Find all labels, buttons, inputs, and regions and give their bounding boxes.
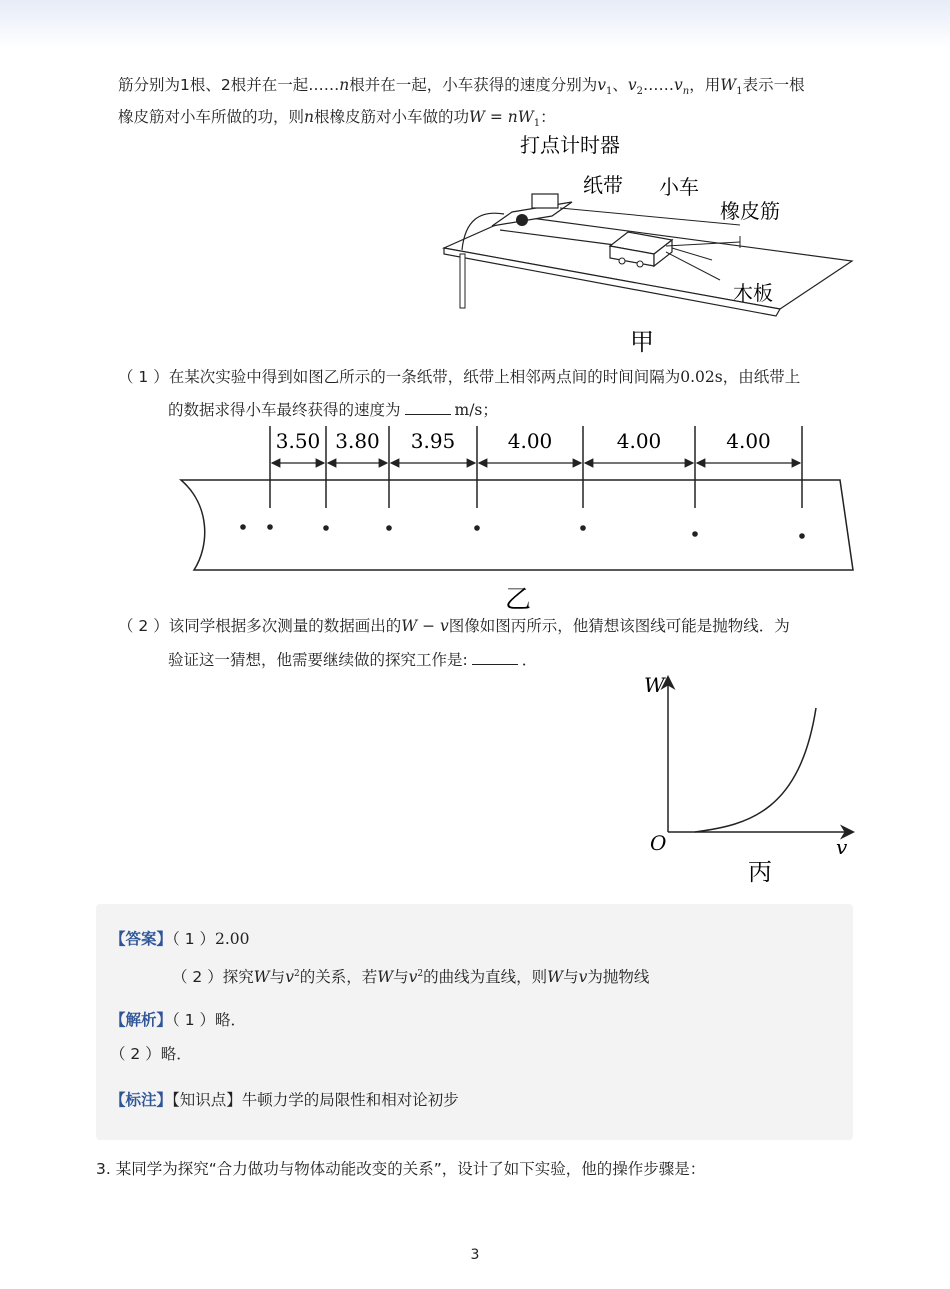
q1-text: 的数据求得小车最终获得的速度为: [168, 401, 401, 419]
segment-label: 3.95: [410, 429, 456, 453]
analysis-part1: （ 1 ）略．: [172, 1011, 246, 1029]
tape-dot: [386, 525, 392, 531]
note-tag: 【标注】: [110, 1091, 173, 1109]
label-timer: 打点计时器: [520, 133, 620, 157]
var-v2: v: [627, 76, 637, 94]
figure-jia: [440, 130, 860, 360]
q1-end: ；: [482, 401, 498, 419]
timer-top: [532, 194, 558, 208]
q2-graph-name: W − v: [401, 617, 449, 635]
analysis-part2: （ 2 ）略．: [110, 1045, 192, 1063]
analysis-line-2: [110, 1043, 192, 1065]
formula-W1: W: [517, 108, 534, 126]
wheel: [619, 258, 625, 264]
var-W: W: [547, 968, 564, 987]
q2-line-2: [168, 649, 537, 671]
answer-blank[interactable]: [472, 650, 518, 665]
clamp: [460, 254, 465, 308]
q1-unit: m/s: [454, 401, 483, 419]
answer-tag: 【答案】: [110, 930, 173, 948]
tape-dot: [799, 533, 805, 539]
intro-text: 橡皮筋对小车所做的功，则: [118, 108, 305, 126]
answer-text: 与: [393, 968, 409, 987]
q1-line-2: [168, 399, 498, 421]
label-tape: 纸带: [583, 173, 623, 197]
q2-text: 验证这一猜想，他需要继续做的探究工作是:: [168, 651, 468, 669]
answer-part2-num: （ 2 ）: [172, 968, 223, 987]
answer-part1-num: （ 1 ）: [172, 930, 215, 948]
var-v: v: [578, 968, 588, 987]
tape-dot: [323, 525, 329, 531]
figure-yi: [175, 420, 865, 615]
caption-jia: 甲: [630, 328, 654, 356]
var-v1: v: [597, 76, 606, 94]
q3-line: [96, 1158, 705, 1180]
note-text: 【知识点】牛顿力学的局限性和相对论初步: [172, 1091, 459, 1109]
formula-eq: =: [484, 108, 508, 126]
var-W: W: [253, 968, 270, 987]
answer-text: 的关系，若: [299, 968, 378, 987]
var-n: n: [304, 108, 314, 126]
formula-W: W: [469, 108, 485, 126]
var-W: W: [377, 968, 394, 987]
answer-text: 的曲线为直线，则: [423, 968, 548, 987]
tape-strip: [181, 480, 853, 570]
tape-line-back: [560, 208, 740, 225]
analysis-tag: 【解析】: [110, 1011, 173, 1029]
wheel: [637, 261, 643, 267]
q2-end: ．: [521, 651, 538, 669]
answer-part1-value: 2.00: [214, 930, 250, 948]
answer-text: 与: [563, 968, 579, 987]
q3-text: 3. 某同学为探究“合力做功与物体动能改变的关系”，设计了如下实验，他的操作步骤是：: [96, 1160, 706, 1178]
answer-text: 为抛物线: [587, 968, 650, 987]
segment-label: 4.00: [726, 429, 771, 453]
var-v: v: [408, 968, 418, 987]
analysis-line-1: [110, 1009, 246, 1031]
intro-line-1: 筋分别为1根、2根并在一起……n根并在一起，小车获得的速度分别为$v_1$、$v_2\dots\dots v_n$，用$W_1$表示一根: [118, 76, 805, 98]
q1-text: ，由纸带上: [722, 368, 801, 386]
caption-bing: 丙: [748, 858, 772, 886]
segment-label: 3.80: [335, 429, 380, 453]
q2-text: 该同学根据多次测量的数据画出的: [168, 617, 402, 635]
var-n: n: [339, 76, 350, 94]
var-vn: v: [674, 76, 683, 94]
answer-text: 与: [269, 968, 286, 987]
q1-interval: 0.02s: [680, 368, 723, 386]
var-W1: W: [720, 76, 737, 94]
y-label: W: [644, 673, 665, 697]
page-number: 3: [470, 1247, 480, 1263]
intro-text: 表示一根: [742, 76, 805, 94]
intro-text: 根并在一起，小车获得的速度分别为: [349, 76, 598, 94]
intro-line-2: 橡皮筋对小车所做的功，则n根橡皮筋对小车做的功$W = nW_1$：: [118, 108, 556, 130]
tape-dot: [267, 524, 273, 530]
intro-text: 根橡皮筋对小车做的功: [314, 108, 470, 126]
note-line: [110, 1089, 459, 1111]
answer-blank[interactable]: [405, 400, 451, 415]
origin-label: O: [650, 831, 667, 855]
answer-line-1: [110, 928, 250, 950]
x-label: v: [836, 835, 848, 859]
tape-dot: [240, 524, 246, 530]
segment-label: 4.00: [507, 429, 553, 453]
formula-n: n: [507, 108, 518, 126]
w-v-curve: [695, 708, 816, 832]
answer-text: 探究: [222, 968, 254, 987]
figure-bing: [640, 670, 860, 890]
label-board: 木板: [733, 281, 773, 305]
label-rubber: 橡皮筋: [720, 199, 780, 223]
segment-label: 4.00: [616, 429, 662, 453]
intro-text: ：: [540, 108, 556, 126]
intro-text: ，用: [689, 76, 721, 94]
page-header-band: [0, 0, 950, 48]
answer-line-2: （ 2 ）探究W与$v^2$的关系，若W与$v^2$的曲线为直线，则W与v为抛物线: [172, 968, 650, 987]
q1-number: （ 1 ）: [118, 368, 169, 386]
q1-line-1: [118, 366, 800, 388]
q2-line-1: [118, 615, 790, 637]
sep: 、: [612, 76, 628, 94]
label-cart: 小车: [659, 175, 699, 199]
var-v: v: [285, 968, 294, 987]
tape-dot: [580, 525, 586, 531]
tape-dot: [692, 531, 698, 537]
segment-label: 3.50: [275, 429, 321, 453]
tape-dot: [474, 525, 480, 531]
q1-text: 在某次实验中得到如图乙所示的一条纸带，纸带上相邻两点间的时间间隔为: [168, 368, 681, 386]
sep: ……: [643, 76, 675, 94]
q2-text: 图像如图丙所示，他猜想该图线可能是抛物线．为: [448, 617, 790, 635]
timer-dot: [516, 214, 528, 226]
q2-number: （ 2 ）: [118, 617, 169, 635]
intro-text: 筋分别为1根、2根并在一起……: [118, 76, 340, 94]
caption-yi: 乙: [505, 585, 532, 615]
